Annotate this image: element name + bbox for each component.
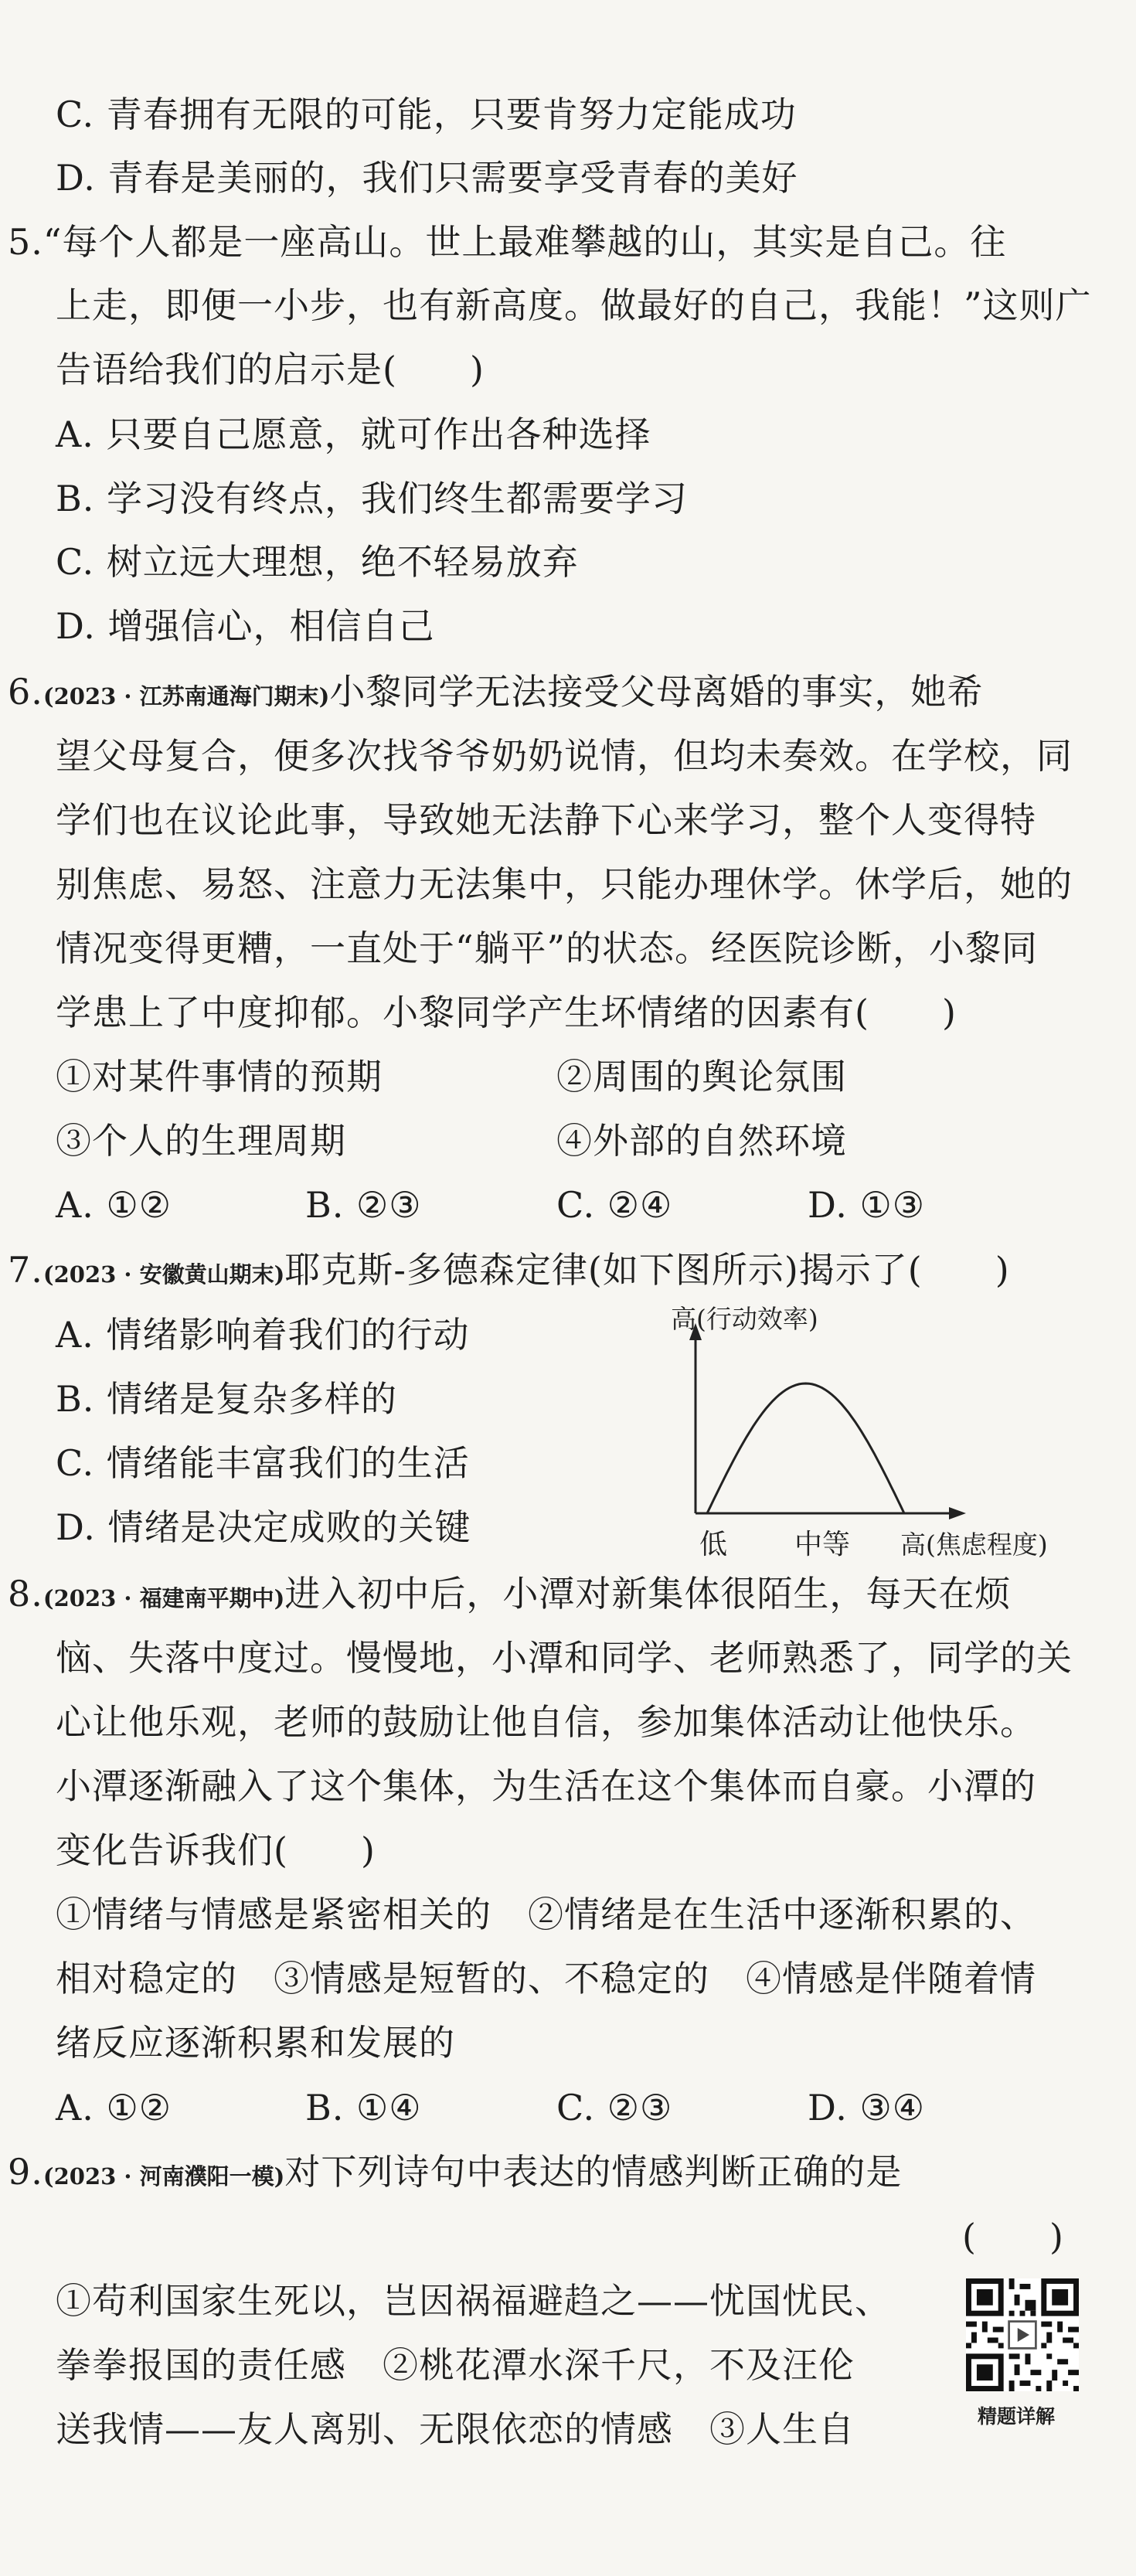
q8-source: (2023 · 福建南平期中) [43, 1585, 285, 1611]
x-axis-arrow-icon [949, 1507, 966, 1519]
q9-answer-paren: ( ) [962, 2216, 1064, 2258]
q8-number: 8. [8, 1573, 43, 1615]
q6-stem-line-2: 望父母复合，便多次找爷爷奶奶说情，但均未奏效。在学校，同 [56, 735, 1073, 777]
q7-option-c: C. 情绪能丰富我们的生活 [56, 1442, 470, 1484]
q6-option-b: B. ②③ [305, 1184, 422, 1226]
q5-stem-line-1 [8, 219, 1006, 265]
q6-item-4: ④外部的自然环境 [556, 1120, 847, 1162]
q8-item-line-1: ①情绪与情感是紧密相关的 ②情绪是在生活中逐渐积累的、 [56, 1894, 1036, 1935]
q7-number: 7. [8, 1249, 43, 1291]
q6-stem-line-6: 学患上了中度抑郁。小黎同学产生坏情绪的因素有( ) [56, 992, 957, 1033]
q6-option-d: D. ①③ [808, 1184, 925, 1226]
x-tick-low: 低 [699, 1529, 728, 1560]
q7-source: (2023 · 安徽黄山期末) [43, 1261, 285, 1288]
q4-option-d: D. 青春是美丽的，我们只需要享受青春的美好 [56, 157, 798, 199]
x-tick-high: 高(焦虑程度) [900, 1530, 1048, 1560]
q6-item-3: ③个人的生理周期 [56, 1120, 346, 1162]
q6-option-a: A. ①② [56, 1184, 172, 1226]
q6-number: 6. [8, 671, 43, 713]
q6-stem-line-5: 情况变得更糟，一直处于“躺平”的状态。经医院诊断，小黎同 [56, 927, 1039, 969]
q9-item-line-1: ①苟利国家生死以，岂因祸福避趋之——忧国忧民、 [56, 2280, 891, 2322]
q9-stem-line [8, 2149, 902, 2200]
q7-option-d: D. 情绪是决定成败的关键 [56, 1506, 471, 1548]
q8-option-b: B. ①④ [305, 2087, 422, 2129]
qr-code-icon[interactable] [966, 2278, 1079, 2391]
q5-number: 5. [8, 221, 43, 263]
q7-option-b: B. 情绪是复杂多样的 [56, 1378, 398, 1420]
q9-number: 9. [8, 2151, 43, 2193]
q5-option-d: D. 增强信心，相信自己 [56, 605, 435, 647]
q9-item-line-3: 送我情——友人离别、无限依恋的情感 ③人生自 [56, 2408, 855, 2450]
qr-code-label: 精题详解 [978, 2405, 1056, 2428]
q6-item-2: ②周围的舆论氛围 [556, 1056, 847, 1097]
q8-stem-line-3: 心让他乐观，老师的鼓励让他自信，参加集体活动让他快乐。 [56, 1701, 1036, 1743]
q8-option-d: D. ③④ [808, 2087, 925, 2129]
y-axis-label: 高(行动效率) [671, 1306, 818, 1334]
q7-option-a: A. 情绪影响着我们的行动 [56, 1314, 470, 1356]
q8-stem-text-1: 进入初中后，小潭对新集体很陌生，每天在烦 [284, 1573, 1012, 1615]
q7-stem-text: 耶克斯-多德森定律(如下图所示)揭示了( ) [284, 1249, 1010, 1291]
q6-stem-line-3: 学们也在议论此事，导致她无法静下心来学习，整个人变得特 [56, 799, 1036, 841]
q5-stem-line-3: 告语给我们的启示是( ) [56, 349, 485, 390]
q4-option-c: C. 青春拥有无限的可能，只要肯努力定能成功 [56, 94, 797, 135]
q6-stem-line-4: 别焦虑、易怒、注意力无法集中，只能办理休学。休学后，她的 [56, 863, 1073, 905]
q8-stem-line-5: 变化告诉我们( ) [56, 1829, 376, 1871]
q9-stem-text: 对下列诗句中表达的情感判断正确的是 [284, 2151, 903, 2193]
q8-stem-line-1 [8, 1570, 1011, 1621]
q6-stem-text-1: 小黎同学无法接受父母离婚的事实，她希 [329, 671, 984, 713]
q7-stem-line [8, 1247, 1010, 1298]
q9-source: (2023 · 河南濮阳一模) [43, 2163, 285, 2190]
q5-option-a: A. 只要自己愿意，就可作出各种选择 [56, 413, 651, 455]
q5-option-b: B. 学习没有终点，我们终生都需要学习 [56, 478, 689, 519]
q6-source: (2023 · 江苏南通海门期末) [43, 683, 330, 710]
q5-stem-line-2: 上走，即便一小步，也有新高度。做最好的自己，我能！”这则广 [56, 284, 1092, 326]
q6-stem-line-1 [8, 669, 983, 720]
yerkes-dodson-chart [649, 1306, 1082, 1569]
q8-stem-line-4: 小潭逐渐融入了这个集体，为生活在这个集体而自豪。小潭的 [56, 1765, 1036, 1807]
q5-stem-text-1: “每个人都是一座高山。世上最难攀越的山，其实是自己。往 [43, 221, 1007, 263]
efficiency-curve [707, 1383, 904, 1513]
q8-option-c: C. ②③ [556, 2087, 673, 2129]
q5-option-c: C. 树立远大理想，绝不轻易放弃 [56, 541, 579, 583]
q8-item-line-2: 相对稳定的 ③情感是短暂的、不稳定的 ④情感是伴随着情 [56, 1958, 1036, 1999]
q6-option-c: C. ②④ [556, 1184, 673, 1226]
q6-item-1: ①对某件事情的预期 [56, 1056, 383, 1097]
q9-item-line-2: 拳拳报国的责任感 ②桃花潭水深千尺，不及汪伦 [56, 2344, 855, 2386]
x-tick-medium: 中等 [794, 1529, 851, 1560]
q8-stem-line-2: 恼、失落中度过。慢慢地，小潭和同学、老师熟悉了，同学的关 [56, 1637, 1073, 1679]
q8-item-line-3: 绪反应逐渐积累和发展的 [56, 2022, 455, 2064]
q8-option-a: A. ①② [56, 2087, 172, 2129]
